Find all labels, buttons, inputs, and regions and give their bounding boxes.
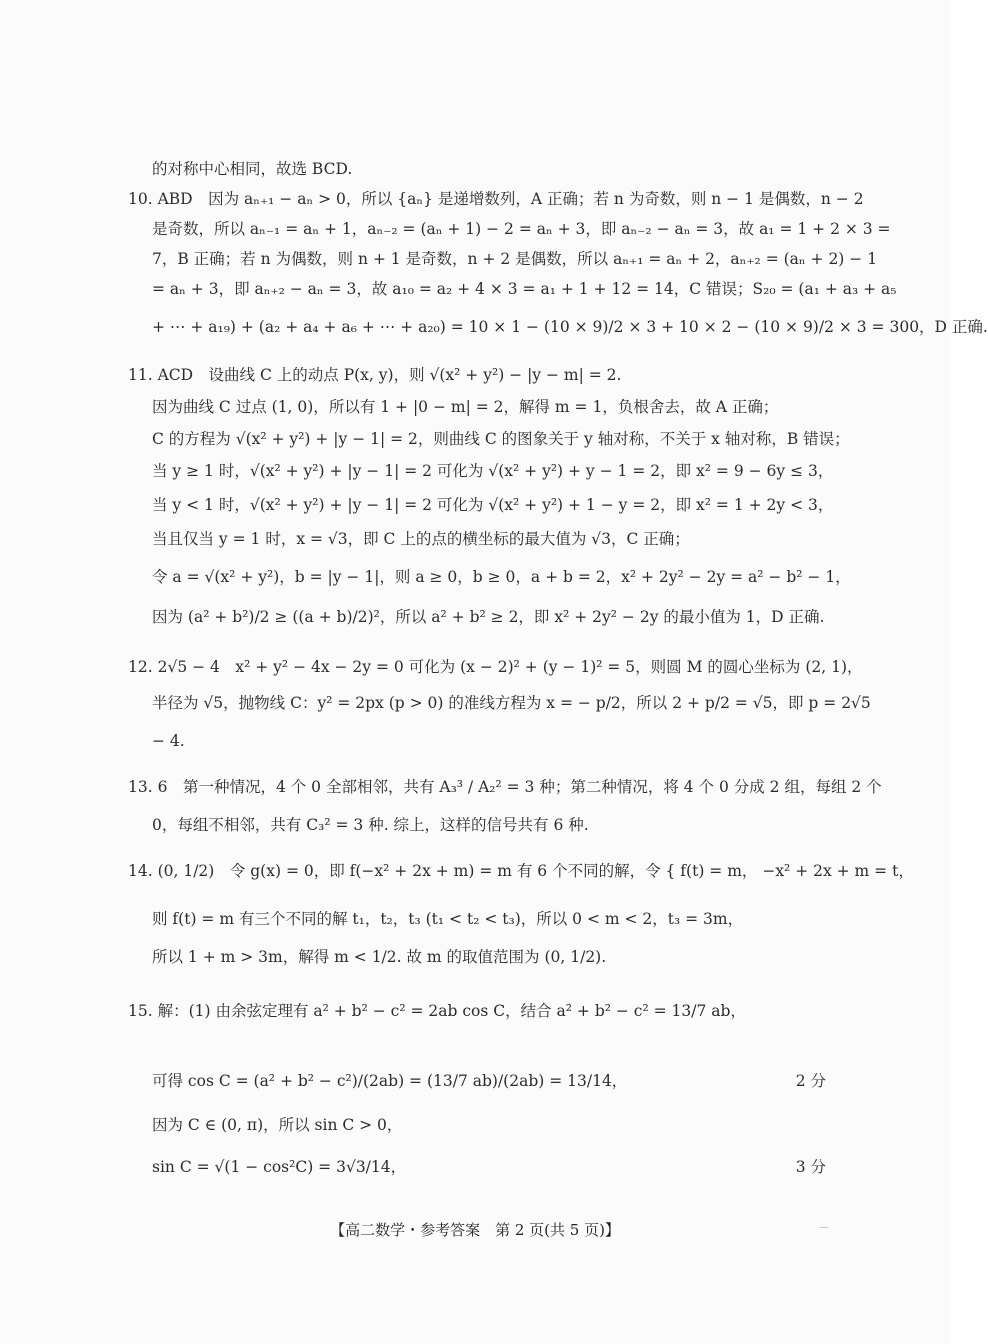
text-line: 当且仅当 y = 1 时，x = √3，即 C 上的点的横坐标的最大值为 √3，C 正确； xyxy=(152,530,690,548)
text-line: 则 f(t) = m 有三个不同的解 t₁，t₂，t₃ (t₁ < t₂ < t₃)，所以 0 < m < 2，t₃ = 3m， xyxy=(152,910,744,928)
score-mark: 2 分 xyxy=(795,1072,826,1090)
text-line: = aₙ + 3，即 aₙ₊₂ − aₙ = 3，故 a₁₀ = a₂ + 4 × 3 = a₁ + 1 + 12 = 14，C 错误；S₂₀ = (a₁ + a₃ + a₅ xyxy=(152,280,897,298)
text-line: 因为 C ∈ (0, π)，所以 sin C > 0， xyxy=(152,1116,403,1134)
q12-line: 12. 2√5 − 4 x² + y² − 4x − 2y = 0 可化为 (x − 2)² + (y − 1)² = 5，则圆 M 的圆心坐标为 (2, 1)， xyxy=(128,658,863,676)
text-line: 7，B 正确；若 n 为偶数，则 n + 1 是奇数，n + 2 是偶数，所以 aₙ₊₁ = aₙ + 2，aₙ₊₂ = (aₙ + 2) − 1 xyxy=(152,250,878,268)
page-footer: 【高二数学・参考答案 第 2 页(共 5 页)】 xyxy=(330,1221,620,1239)
q15-line: 15. 解：(1) 由余弦定理有 a² + b² − c² = 2ab cos C，结合 a² + b² − c² = 13/7 ab， xyxy=(128,1002,746,1020)
decorative-mark xyxy=(820,1227,828,1228)
score-mark: 3 分 xyxy=(795,1158,826,1176)
text-line: 令 a = √(x² + y²)，b = |y − 1|，则 a ≥ 0，b ≥ 0，a + b = 2，x² + 2y² − 2y = a² − b² − 1， xyxy=(152,568,851,586)
text-line: + ⋯ + a₁₉) + (a₂ + a₄ + a₆ + ⋯ + a₂₀) = 10 × 1 − (10 × 9)/2 × 3 + 10 × 2 − (10 × 9)/2 × 3 = 300，D 正确. xyxy=(152,318,988,336)
text-line: 因为曲线 C 过点 (1, 0)，所以有 1 + |0 − m| = 2，解得 m = 1，负根舍去，故 A 正确； xyxy=(152,398,779,416)
text-line: 的对称中心相同，故选 BCD. xyxy=(152,160,353,178)
text-line: 因为 (a² + b²)/2 ≥ ((a + b)/2)²，所以 a² + b² ≥ 2，即 x² + 2y² − 2y 的最小值为 1，D 正确. xyxy=(152,608,825,626)
text-line: 当 y ≥ 1 时，√(x² + y²) + |y − 1| = 2 可化为 √(x² + y²) + y − 1 = 2，即 x² = 9 − 6y ≤ 3， xyxy=(152,462,834,480)
text-line: − 4. xyxy=(152,732,185,750)
q10-line: 10. ABD 因为 aₙ₊₁ − aₙ > 0，所以 {aₙ} 是递增数列，A 正确；若 n 为奇数，则 n − 1 是偶数，n − 2 xyxy=(128,190,864,208)
q14-line: 14. (0, 1/2) 令 g(x) = 0，即 f(−x² + 2x + m) = m 有 6 个不同的解，令 { f(t) = m， −x² + 2x + m = t， xyxy=(128,862,914,880)
text-line: C 的方程为 √(x² + y²) + |y − 1| = 2，则曲线 C 的图象关于 y 轴对称，不关于 x 轴对称，B 错误； xyxy=(152,430,850,448)
text-line: 半径为 √5，抛物线 C：y² = 2px (p > 0) 的准线方程为 x = − p/2，所以 2 + p/2 = √5，即 p = 2√5 xyxy=(152,694,871,712)
text-line: 所以 1 + m > 3m，解得 m < 1/2. 故 m 的取值范围为 (0, 1/2). xyxy=(152,948,607,966)
text-line: 是奇数，所以 aₙ₋₁ = aₙ + 1，aₙ₋₂ = (aₙ + 1) − 2 = aₙ + 3，即 aₙ₋₂ − aₙ = 3，故 a₁ = 1 + 2 × 3 = xyxy=(152,220,891,238)
text-line: 可得 cos C = (a² + b² − c²)/(2ab) = (13/7 ab)/(2ab) = 13/14， xyxy=(152,1072,628,1090)
q13-line: 13. 6 第一种情况，4 个 0 全部相邻，共有 A₃³ / A₂² = 3 种；第二种情况，将 4 个 0 分成 2 组，每组 2 个 xyxy=(128,778,882,796)
text-line: sin C = √(1 − cos²C) = 3√3/14， xyxy=(152,1158,407,1176)
text-line: 当 y < 1 时，√(x² + y²) + |y − 1| = 2 可化为 √(x² + y²) + 1 − y = 2，即 x² = 1 + 2y < 3， xyxy=(152,496,834,514)
text-line: 0，每组不相邻，共有 C₃² = 3 种. 综上，这样的信号共有 6 种. xyxy=(152,816,589,834)
q11-line: 11. ACD 设曲线 C 上的动点 P(x, y)，则 √(x² + y²) − |y − m| = 2. xyxy=(128,366,622,384)
